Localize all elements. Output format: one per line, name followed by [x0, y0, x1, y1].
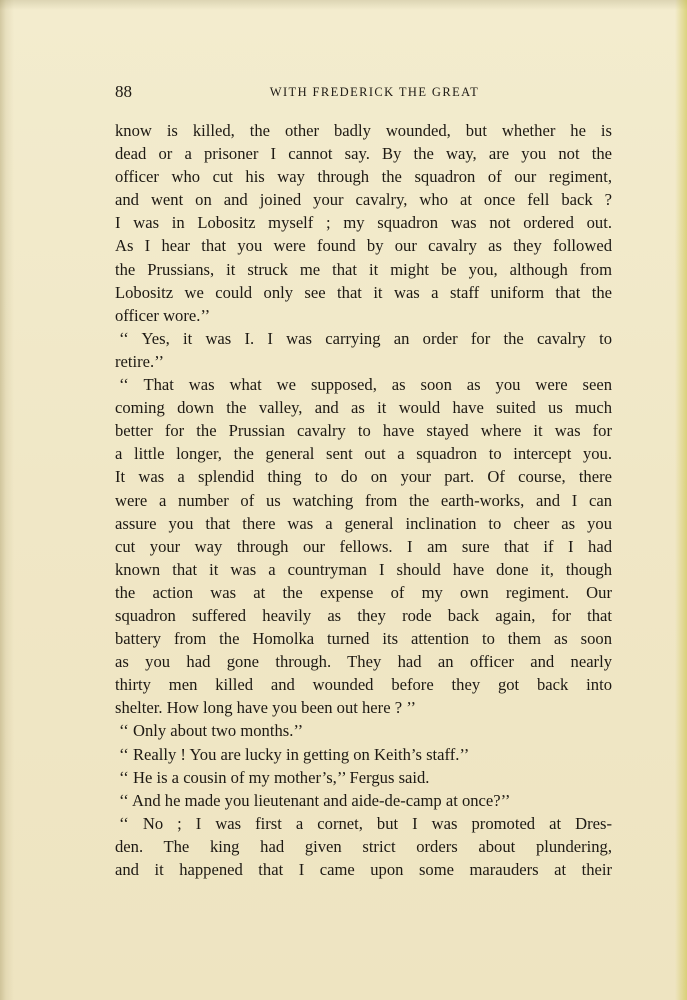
text-line: Lobositz we could only see that it was a staff uniform that the [115, 282, 612, 302]
text-line: ‘‘ That was what we supposed, as soon as you were seen [119, 375, 612, 395]
text-line: dead or a prisoner I cannot say. By the way, are you not the [115, 144, 612, 164]
page-top-shadow [0, 0, 687, 10]
text-line: ‘‘ And he made you lieutenant and aide-de-camp at once?’’ [119, 790, 511, 810]
text-line: known that it was a countryman I should have done it, though [115, 559, 612, 579]
text-line: as you had gone through. They had an officer and nearly [115, 652, 612, 672]
text-line: ‘‘ Really ! You are lucky in getting on Keith’s staff.’’ [119, 744, 470, 764]
text-line: better for the Prussian cavalry to have stayed where it was for [115, 421, 612, 441]
text-line: squadron suffered heavily as they rode back again, for that [115, 605, 612, 625]
text-line: retire.’’ [115, 351, 164, 371]
text-line: thirty men killed and wounded before they got back into [115, 675, 612, 695]
text-line: and went on and joined your cavalry, who at once fell back ? [115, 190, 612, 210]
text-line: den. The king had given strict orders about plundering, [115, 836, 612, 856]
running-head [115, 82, 612, 106]
page-number: 88 [115, 82, 132, 101]
page-right-edge [675, 0, 687, 1000]
text-line: and it happened that I came upon some marauders at their [115, 860, 612, 879]
text-line: As I hear that you were found by our cavalry as they followed [115, 236, 612, 256]
text-line: ‘‘ He is a cousin of my mother’s,’’ Fergus said. [119, 767, 430, 787]
text-line: officer who cut his way through the squadron of our regiment, [115, 167, 612, 187]
text-line: shelter. How long have you been out here ? ’’ [115, 698, 417, 718]
running-title: WITH FREDERICK THE GREAT [269, 85, 480, 99]
text-line: coming down the valley, and as it would have suited us much [115, 398, 612, 418]
text-line: ‘‘ Yes, it was I. I was carrying an order for the cavalry to [119, 328, 612, 348]
text-line: ‘‘ No ; I was first a cornet, but I was promoted at Dres- [119, 813, 612, 833]
text-line: battery from the Homolka turned its attention to them as soon [115, 629, 612, 649]
text-line: a little longer, the general sent out a squadron to intercept you. [115, 444, 612, 464]
text-line: ‘‘ Only about two months.’’ [119, 721, 304, 741]
text-line: the action was at the expense of my own regiment. Our [115, 582, 612, 602]
text-line: know is killed, the other badly wounded, but whether he is [115, 121, 612, 140]
text-line: I was in Lobositz myself ; my squadron was not ordered out. [115, 213, 612, 233]
text-line: It was a splendid thing to do on your part. Of course, there [115, 467, 612, 487]
text-line: officer wore.’’ [115, 305, 211, 325]
text-line: were a number of us watching from the earth-works, and I can [115, 490, 612, 510]
text-line: assure you that there was a general inclination to cheer as you [115, 513, 612, 533]
text-line: cut your way through our fellows. I am sure that if I had [115, 536, 612, 556]
body-text [115, 119, 612, 881]
text-line: the Prussians, it struck me that it might be you, although from [115, 259, 612, 279]
